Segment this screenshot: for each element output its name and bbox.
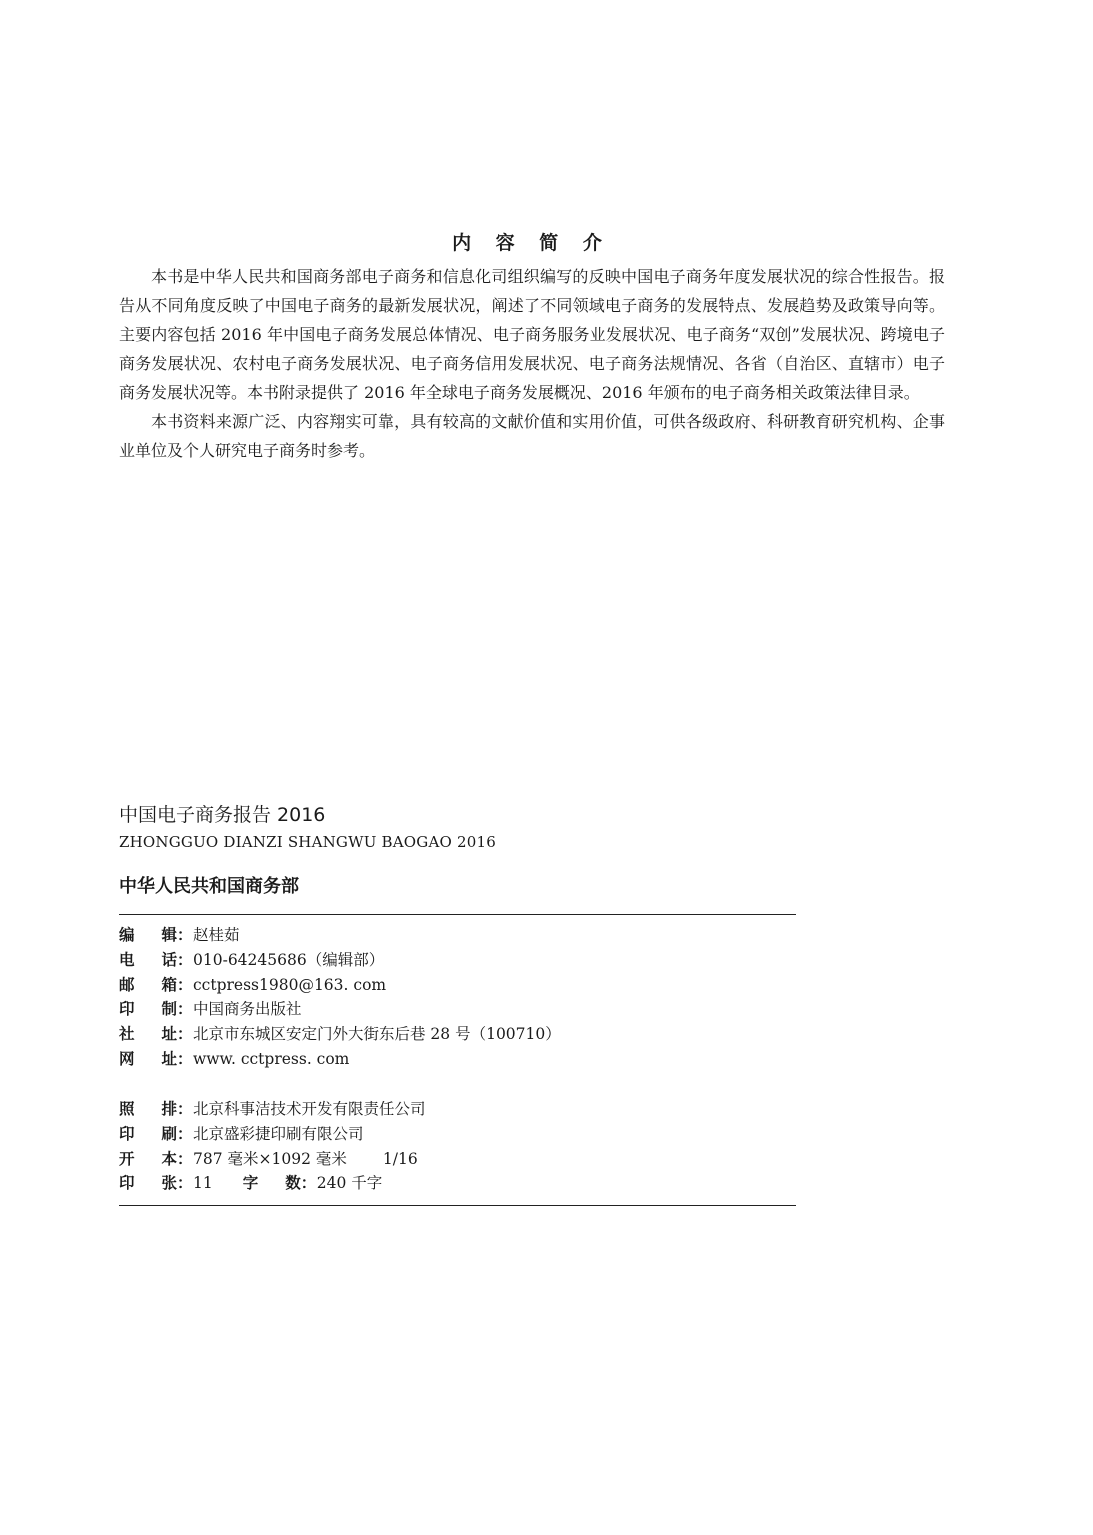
colon: ： xyxy=(177,1149,193,1168)
sheets-value: 11 xyxy=(193,1174,213,1193)
typesetting-value: 北京科事洁技术开发有限责任公司 xyxy=(193,1100,426,1118)
colon: ： xyxy=(177,1124,193,1143)
imprint-top-rule xyxy=(119,914,796,915)
publisher-label: 印制 xyxy=(119,1000,177,1019)
imprint-row-website xyxy=(119,1047,796,1072)
address-value: 北京市东城区安定门外大街东后巷 28 号（100710） xyxy=(193,1025,561,1044)
format-fold: 1/16 xyxy=(382,1149,418,1168)
colon: ： xyxy=(177,1000,193,1019)
imprint-row-typesetting xyxy=(119,1097,796,1122)
website-value: www. cctpress. com xyxy=(193,1049,350,1068)
colon: ： xyxy=(177,1174,193,1193)
editor-value: 赵桂茹 xyxy=(193,926,240,944)
imprint-row-printing xyxy=(119,1122,796,1147)
book-title: 中国电子商务报告 2016 xyxy=(119,804,326,826)
colon: ： xyxy=(177,1025,193,1044)
colon: ： xyxy=(177,975,193,994)
editor-label: 编辑 xyxy=(119,926,177,944)
imprint-row-editor xyxy=(119,923,796,948)
address-label: 社址 xyxy=(119,1025,177,1044)
imprint-row-email xyxy=(119,973,796,998)
printing-label: 印刷 xyxy=(119,1124,177,1143)
imprint-row-phone xyxy=(119,948,796,973)
imprint-row-format xyxy=(119,1147,796,1172)
imprint-bottom-rule xyxy=(119,1205,796,1206)
email-value: cctpress1980@163. com xyxy=(193,975,387,994)
colon: ： xyxy=(177,1049,193,1068)
typesetting-label: 照排 xyxy=(119,1100,177,1118)
phone-value: 010-64245686（编辑部） xyxy=(193,950,385,969)
colon: ： xyxy=(177,950,193,969)
summary-heading: 内 容 简 介 xyxy=(452,232,611,254)
email-label: 邮箱 xyxy=(119,975,177,994)
imprint-row-sheets xyxy=(119,1171,796,1196)
format-value: 787 毫米×1092 毫米 xyxy=(193,1149,347,1168)
imprint-row-address xyxy=(119,1022,796,1047)
imprint-production-block xyxy=(119,1097,796,1196)
summary-paragraph-1: 本书是中华人民共和国商务部电子商务和信息化司组织编写的反映中国电子商务年度发展状况的综合性报告。报告从不同角度反映了中国电子商务的最新发展状况，阐述了不同领域电子商务的发展特点、发展趋势及政策导向等。主要内容包括 2016 年中国电子商务发展总体情况、电子商务服务业发展状况、电子商务“双创”发展状况、跨境电子商务发展状况、农村电子商务发展状况、电子商务信用发展状况、电子商务法规情况、各省（自治区、直辖市）电子商务发展状况等。本书附录提供了 2016 年全球电子商务发展概况、2016 年颁布的电子商务相关政策法律目录。 xyxy=(119,267,945,402)
imprint-publisher-block xyxy=(119,923,796,1072)
colon: ： xyxy=(300,1174,317,1193)
word-count-value: 240 千字 xyxy=(316,1174,383,1193)
format-label: 开本 xyxy=(119,1149,177,1168)
word-count-label: 字数 xyxy=(242,1174,301,1193)
website-label: 网址 xyxy=(119,1049,177,1068)
summary-paragraph-2: 本书资料来源广泛、内容翔实可靠，具有较高的文献价值和实用价值，可供各级政府、科研教育研究机构、企事业单位及个人研究电子商务时参考。 xyxy=(119,412,945,460)
colon: ： xyxy=(177,926,193,944)
book-author: 中华人民共和国商务部 xyxy=(119,876,299,897)
book-title-pinyin: ZHONGGUO DIANZI SHANGWU BAOGAO 2016 xyxy=(119,833,496,851)
imprint-row-publisher xyxy=(119,997,796,1022)
printing-value: 北京盛彩捷印刷有限公司 xyxy=(193,1124,364,1143)
colon: ： xyxy=(177,1100,193,1118)
phone-label: 电话 xyxy=(119,950,177,969)
summary-body xyxy=(119,262,945,465)
sheets-label: 印张 xyxy=(119,1174,177,1193)
publisher-value: 中国商务出版社 xyxy=(193,1000,302,1019)
